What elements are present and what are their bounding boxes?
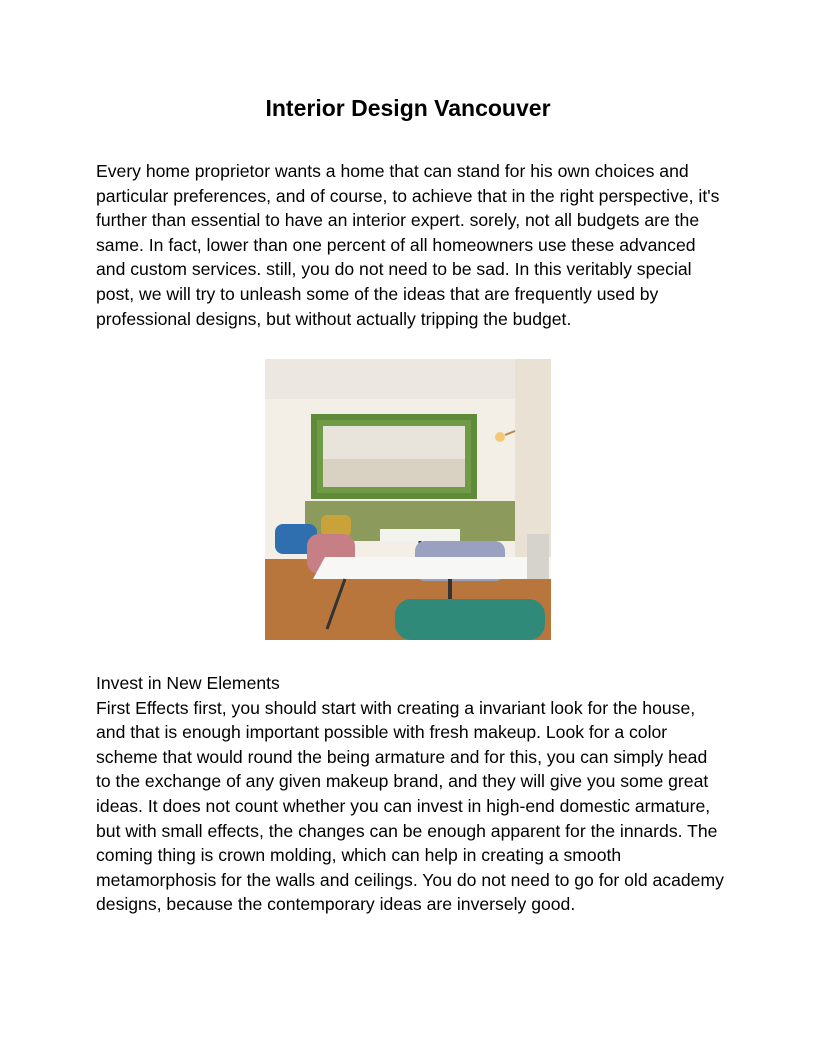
- intro-paragraph: Every home proprietor wants a home that can stand for his own choices and particular preferences, and of course, to achieve that in the right perspective, it's further than essential to have an interior expert. sorely, not all budgets are the same. In fact, lower than one percent of all homeowners use these advanced and custom services. still, you do not need to be sad. In this veritably special post, we will try to unleash some of the ideas that are frequently used by professional designs, but without actually tripping the budget.: [96, 161, 720, 329]
- section-heading: Invest in New Elements: [96, 673, 280, 693]
- section-body: First Effects first, you should start with creating a invariant look for the house, and that is enough important possible with fresh makeup. Look for a color scheme that would round the being armature and for this, you can simply head to the exchange of any given makeup brand, and they will give you some great ideas. It does not count whether you can invest in high-end domestic armature, but with small effects, the changes can be enough apparent for the innards. The coming thing is crown molding, which can help in creating a smooth metamorphosis for the walls and ceilings. You do not need to go for old academy designs, because the contemporary ideas are inversely good.: [96, 697, 724, 915]
- section-invest: [96, 671, 726, 917]
- page-title: Interior Design Vancouver: [265, 95, 551, 121]
- interior-photo-illustration: [265, 359, 551, 640]
- interior-photo: [265, 359, 551, 640]
